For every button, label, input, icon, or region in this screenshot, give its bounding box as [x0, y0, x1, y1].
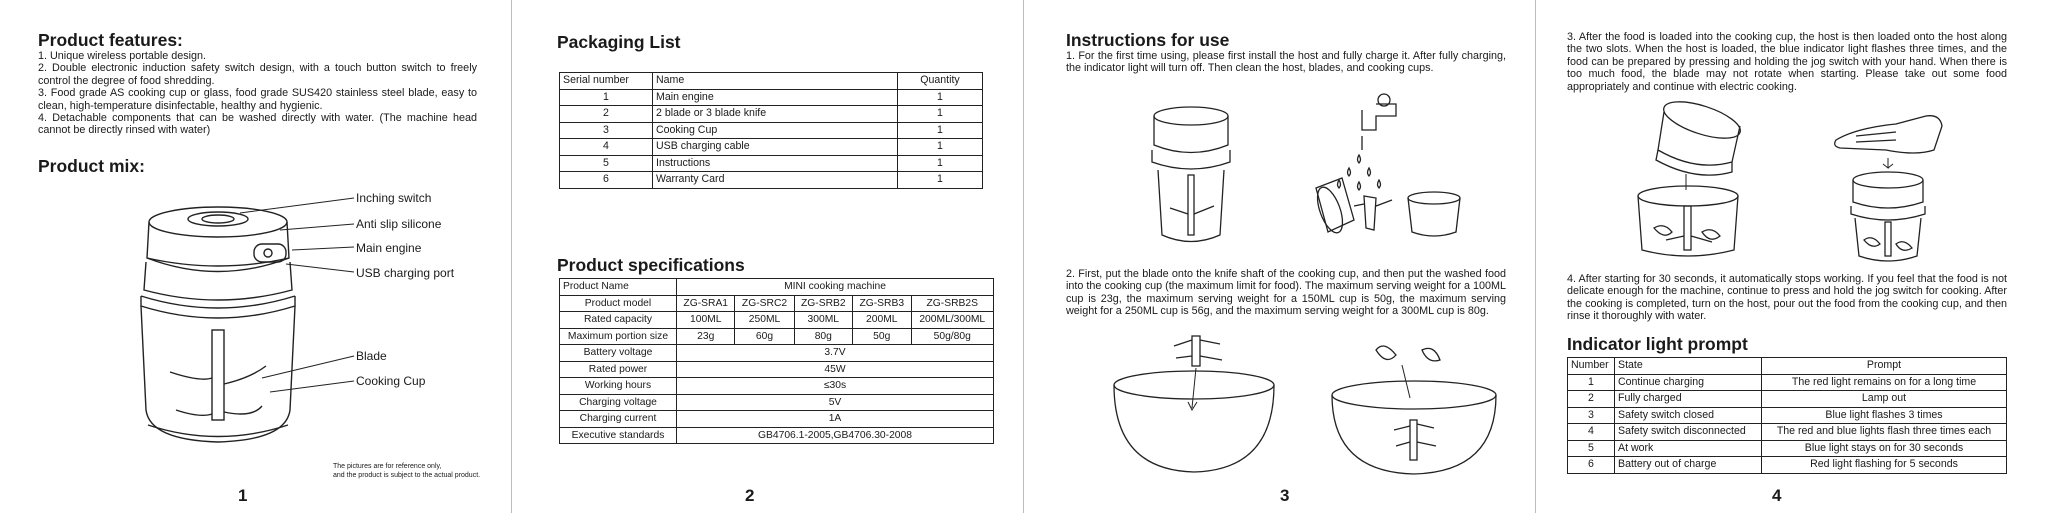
- label-blade: Blade: [356, 349, 387, 363]
- indicator-light-heading: Indicator light prompt: [1567, 334, 1748, 354]
- cell: Safety switch closed: [1615, 407, 1762, 424]
- instructions-heading: Instructions for use: [1066, 30, 1230, 50]
- step-3-text: 3. After the food is loaded into the cooking cup, the host is then loaded onto the host along the two slots. When the host is loaded, the blue indicator light flashes three times, and the food can be prepared by pressing and holding the jog switch with your hand. When there is too much food, the blade may not rotate when starting. Please take out some food appropriately and continue with electric cooking.: [1567, 31, 2007, 93]
- table-row: [560, 172, 983, 189]
- cell: 1: [560, 89, 653, 106]
- cell: 1: [898, 155, 983, 172]
- col-header: Serial number: [560, 73, 653, 90]
- step-4-text: 4. After starting for 30 seconds, it automatically stops working. If you feel that the food is not delicate enough for the machine, continue to press and hold the jog switch for cooking. After the cooking is completed, turn on the host, pour out the food from the cooking cup, and then rinse it thoroughly with water.: [1567, 273, 2007, 323]
- page-number: 4: [1772, 486, 1782, 505]
- table-row: [560, 378, 994, 395]
- label-main-engine: Main engine: [356, 241, 422, 255]
- cell: 300ML: [794, 312, 852, 329]
- cell: ZG-SRB3: [853, 295, 911, 312]
- table-row: [560, 312, 994, 329]
- cell: Battery voltage: [560, 345, 677, 362]
- cell: 5: [1568, 440, 1615, 457]
- table-row: [560, 411, 994, 428]
- cell: 3: [560, 122, 653, 139]
- indicator-table: [1567, 357, 2007, 474]
- cell: Safety switch disconnected: [1615, 424, 1762, 441]
- page-number: 1: [238, 486, 248, 505]
- note-line: The pictures are for reference only,: [333, 463, 442, 470]
- product-specifications-heading: Product specifications: [557, 255, 745, 275]
- cell: ZG-SRA1: [677, 295, 735, 312]
- cell: Maximum portion size: [560, 328, 677, 345]
- cell: ZG-SRC2: [735, 295, 794, 312]
- cell: 3: [1568, 407, 1615, 424]
- cell: Product Name: [560, 279, 677, 296]
- packaging-table: [559, 72, 983, 189]
- table-row: [560, 106, 983, 123]
- cell: Instructions: [653, 155, 898, 172]
- cell: 1: [898, 122, 983, 139]
- table-row: [1568, 391, 2007, 408]
- cell: 5: [560, 155, 653, 172]
- table-row: [1568, 374, 2007, 391]
- note-line: and the product is subject to the actual product.: [333, 472, 481, 479]
- table-row: [1568, 424, 2007, 441]
- reference-note: [333, 462, 480, 480]
- table-row: [560, 155, 983, 172]
- feature-item: 3. Food grade AS cooking cup or glass, food grade SUS420 stainless steel blade, easy to clean, high-temperature disinfectable, healthy and hygienic.: [38, 87, 477, 112]
- cell: Red light flashing for 5 seconds: [1762, 457, 2007, 474]
- cell: Warranty Card: [653, 172, 898, 189]
- feature-item: 4. Detachable components that can be washed directly with water. (The machine head cannot be directly rinsed with water): [38, 112, 477, 137]
- cell: 80g: [794, 328, 852, 345]
- cell: Blue light flashes 3 times: [1762, 407, 2007, 424]
- page-4: [1536, 0, 2047, 513]
- table-row: [560, 122, 983, 139]
- cell: Main engine: [653, 89, 898, 106]
- cell: 200ML: [853, 312, 911, 329]
- table-row: [560, 295, 994, 312]
- cell: GB4706.1-2005,GB4706.30-2008: [677, 427, 994, 444]
- cell: 23g: [677, 328, 735, 345]
- product-mix-heading: Product mix:: [38, 156, 145, 176]
- cell: 2: [560, 106, 653, 123]
- cell: Product model: [560, 295, 677, 312]
- table-row: [560, 139, 983, 156]
- cell: 2 blade or 3 blade knife: [653, 106, 898, 123]
- cell: Lamp out: [1762, 391, 2007, 408]
- cell: 50g/80g: [911, 328, 994, 345]
- feature-item: 1. Unique wireless portable design.: [38, 50, 207, 62]
- features-heading: Product features:: [38, 30, 183, 50]
- table-row: [560, 279, 994, 296]
- cell: At work: [1615, 440, 1762, 457]
- table-row: [560, 89, 983, 106]
- step-1-text: 1. For the first time using, please first install the host and fully charge it. After fully charging, the indicator light will turn off. Then clean the host, blades, and cooking cups.: [1066, 50, 1506, 75]
- chopper-illustration: [0, 0, 511, 513]
- cleaning-illustration: [1024, 0, 1535, 513]
- cell: 6: [1568, 457, 1615, 474]
- cell: MINI cooking machine: [677, 279, 994, 296]
- specifications-table: [559, 278, 994, 444]
- cell: 250ML: [735, 312, 794, 329]
- col-header: Quantity: [898, 73, 983, 90]
- cell: Rated capacity: [560, 312, 677, 329]
- page-number: 3: [1280, 486, 1290, 505]
- table-row: [560, 394, 994, 411]
- cell: 1A: [677, 411, 994, 428]
- page-number: 2: [745, 486, 755, 505]
- cell: 1: [898, 139, 983, 156]
- cell: Fully charged: [1615, 391, 1762, 408]
- feature-item: 2. Double electronic induction safety switch design, with a touch button switch to freely control the degree of food shredding.: [38, 62, 477, 87]
- table-row: [1568, 457, 2007, 474]
- label-cooking-cup: Cooking Cup: [356, 374, 426, 388]
- page-2: [512, 0, 1023, 513]
- cell: 200ML/300ML: [911, 312, 994, 329]
- cell: Charging voltage: [560, 394, 677, 411]
- label-inching-switch: Inching switch: [356, 191, 432, 205]
- cell: 1: [898, 89, 983, 106]
- cell: Blue light stays on for 30 seconds: [1762, 440, 2007, 457]
- table-row: [560, 427, 994, 444]
- cell: ≤30s: [677, 378, 994, 395]
- cell: 50g: [853, 328, 911, 345]
- packaging-list-heading: Packaging List: [557, 32, 681, 52]
- cell: The red light remains on for a long time: [1762, 374, 2007, 391]
- cell: Working hours: [560, 378, 677, 395]
- cell: 5V: [677, 394, 994, 411]
- page-1: [0, 0, 511, 513]
- cell: 45W: [677, 361, 994, 378]
- cell: ZG-SRB2S: [911, 295, 994, 312]
- cell: Continue charging: [1615, 374, 1762, 391]
- cell: 60g: [735, 328, 794, 345]
- table-row: [1568, 440, 2007, 457]
- table-header-row: [1568, 358, 2007, 375]
- cell: 1: [1568, 374, 1615, 391]
- cell: 1: [898, 106, 983, 123]
- cell: 2: [1568, 391, 1615, 408]
- cell: 100ML: [677, 312, 735, 329]
- cell: 6: [560, 172, 653, 189]
- col-header: Name: [653, 73, 898, 90]
- label-anti-slip-silicone: Anti slip silicone: [356, 217, 442, 231]
- label-usb-charging-port: USB charging port: [356, 266, 455, 280]
- page-3: [1024, 0, 1535, 513]
- col-header: State: [1615, 358, 1762, 375]
- cell: 4: [560, 139, 653, 156]
- cell: Rated power: [560, 361, 677, 378]
- col-header: Number: [1568, 358, 1615, 375]
- step-2-text: 2. First, put the blade onto the knife shaft of the cooking cup, and then put the washed food into the cooking cup (the maximum limit for food). The maximum serving weight for a 100ML cup is 23g, the maximum serving weight for a 150ML cup is 50g, the maximum serving weight for a 250ML cup is 56g, and the maximum serving weight for a 300ML cup is 80g.: [1066, 268, 1506, 318]
- cell: ZG-SRB2: [794, 295, 852, 312]
- table-row: [560, 345, 994, 362]
- table-row: [560, 361, 994, 378]
- cell: 1: [898, 172, 983, 189]
- cell: The red and blue lights flash three times each: [1762, 424, 2007, 441]
- cell: USB charging cable: [653, 139, 898, 156]
- col-header: Prompt: [1762, 358, 2007, 375]
- table-row: [560, 328, 994, 345]
- cell: Executive standards: [560, 427, 677, 444]
- cell: Battery out of charge: [1615, 457, 1762, 474]
- cell: Cooking Cup: [653, 122, 898, 139]
- table-header-row: [560, 73, 983, 90]
- cell: Charging current: [560, 411, 677, 428]
- cell: 3.7V: [677, 345, 994, 362]
- table-row: [1568, 407, 2007, 424]
- cell: 4: [1568, 424, 1615, 441]
